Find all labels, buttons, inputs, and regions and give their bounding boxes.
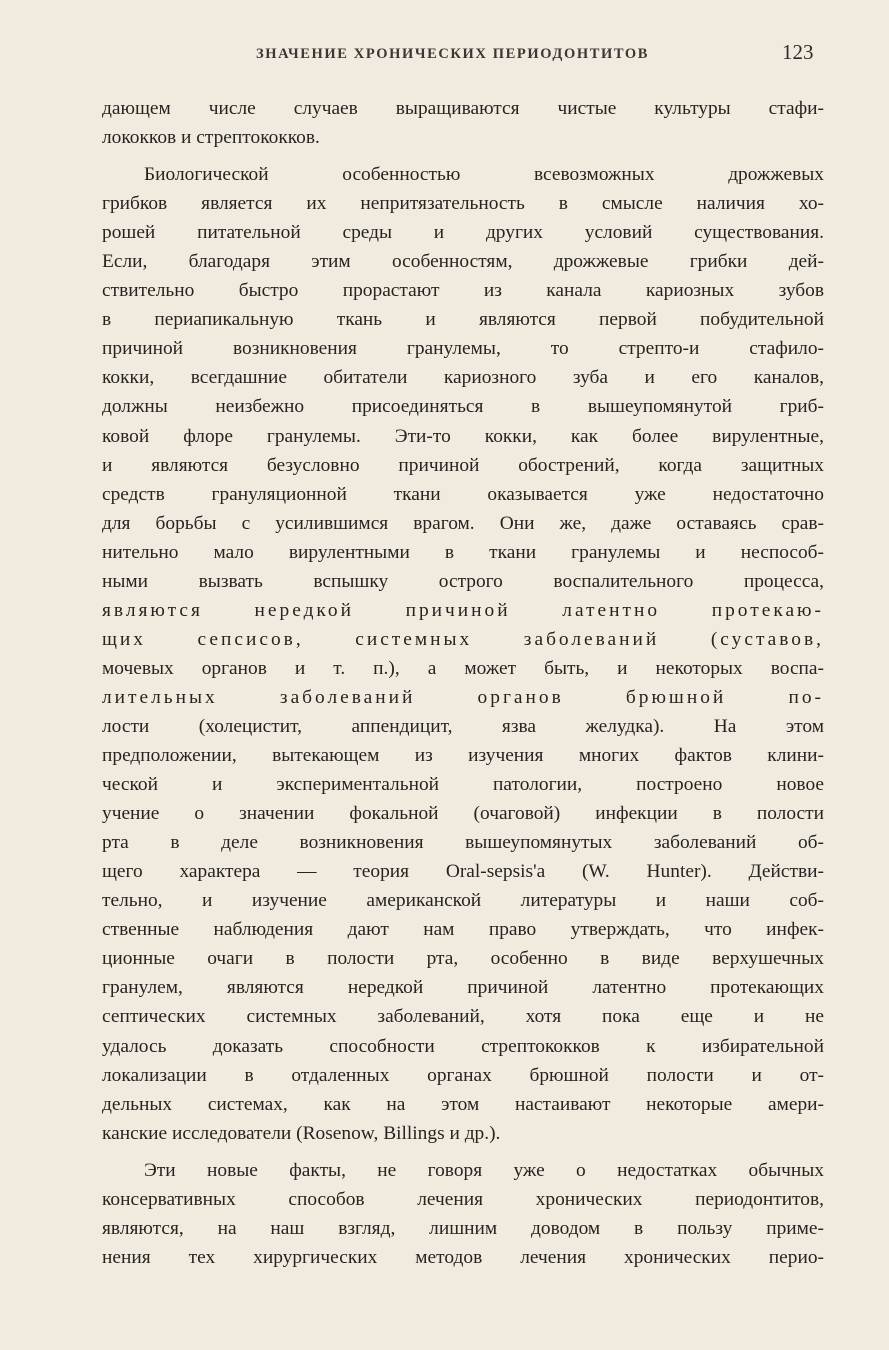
text-line: предположении, вытекающем из изучения многих фактов клини- — [102, 745, 824, 767]
text-line: Эти новые факты, не говоря уже о недостатках обычных — [144, 1159, 824, 1181]
text-line: септических системных заболеваний, хотя пока еще и не — [102, 1006, 824, 1028]
paragraph-2 — [102, 160, 824, 1148]
text-line: учение о значении фокальной (очаговой) инфекции в полости — [102, 803, 824, 825]
text-line: кокки, всегдашние обитатели кариозного зуба и его каналов, — [102, 367, 824, 389]
text-line: удалось доказать способности стрептококков к избирательной — [102, 1035, 824, 1057]
paragraph-3 — [102, 1156, 824, 1272]
text-line: Биологической особенностью всевозможных дрожжевых — [144, 164, 824, 186]
text-line: для борьбы с усилившимся врагом. Они же, даже оставаясь срав- — [102, 512, 824, 534]
running-head — [0, 40, 889, 70]
text-line: рта в деле возникновения вышеупомянутых заболеваний об- — [102, 832, 824, 854]
text-line: ковой флоре гранулемы. Эти-то кокки, как более вирулентные, — [102, 425, 824, 447]
text-line: дельных системах, как на этом настаивают некоторые амери- — [102, 1093, 824, 1115]
text-line: причиной возникновения гранулемы, то стрепто-и стафило- — [102, 338, 824, 360]
page-number: 123 — [782, 40, 814, 64]
running-title: ЗНАЧЕНИЕ ХРОНИЧЕСКИХ ПЕРИОДОНТИТОВ — [256, 46, 650, 62]
text-line: рошей питательной среды и других условий существования. — [102, 222, 824, 244]
text-line: нения тех хирургических методов лечения хронических перио- — [102, 1246, 824, 1268]
text-line: консервативных способов лечения хронических периодонтитов, — [102, 1188, 824, 1210]
body-text — [102, 94, 824, 1272]
text-line: должны неизбежно присоединяться в вышеупомянутой гриб- — [102, 396, 824, 418]
text-line: дающем числе случаев выращиваются чистые культуры стафи- — [102, 98, 824, 119]
text-line: являются, на наш взгляд, лишним доводом в пользу приме- — [102, 1217, 824, 1239]
text-line: лости (холецистит, аппендицит, язва желудка). На этом — [102, 715, 824, 737]
text-line: тельно, и изучение американской литературы и наши соб- — [102, 890, 824, 912]
text-line: ческой и экспериментальной патологии, построено новое — [102, 774, 824, 796]
text-line: ционные очаги в полости рта, особенно в виде верхушечных — [102, 948, 824, 970]
text-line: Если, благодаря этим особенностям, дрожжевые грибки дей- — [102, 251, 824, 273]
text-line: мочевых органов и т. п.), а может быть, и некоторых воспа- — [102, 657, 824, 679]
text-line: являются нередкой причиной латентно протекаю- — [102, 599, 824, 621]
text-line: и являются безусловно причиной обострений, когда защитных — [102, 454, 824, 476]
text-line: ными вызвать вспышку острого воспалительного процесса, — [102, 570, 824, 592]
text-line: локализации в отдаленных органах брюшной полости и от- — [102, 1064, 824, 1086]
text-line: в периапикальную ткань и являются первой побудительной — [102, 309, 824, 331]
text-line: средств грануляционной ткани оказывается уже недостаточно — [102, 483, 824, 505]
text-line: ственные наблюдения дают нам право утверждать, что инфек- — [102, 919, 824, 941]
text-line: канские исследователи (Rosenow, Billings и др.). — [102, 1122, 501, 1144]
paragraph-1 — [102, 94, 824, 152]
text-line: гранулем, являются нередкой причиной латентно протекающих — [102, 977, 824, 999]
text-line: щих сепсисов, системных заболеваний (суставов, — [102, 628, 824, 650]
text-line: лительных заболеваний органов брюшной по- — [102, 686, 824, 708]
text-line: грибков является их непритязательность в смысле наличия хо- — [102, 193, 824, 215]
text-line: лококков и стрептококков. — [102, 127, 320, 149]
text-line: ствительно быстро прорастают из канала кариозных зубов — [102, 280, 824, 302]
text-line: щего характера — теория Oral-sepsis'a (W. Hunter). Действи- — [102, 861, 824, 883]
text-line: нительно мало вирулентными в ткани гранулемы и неспособ- — [102, 541, 824, 563]
